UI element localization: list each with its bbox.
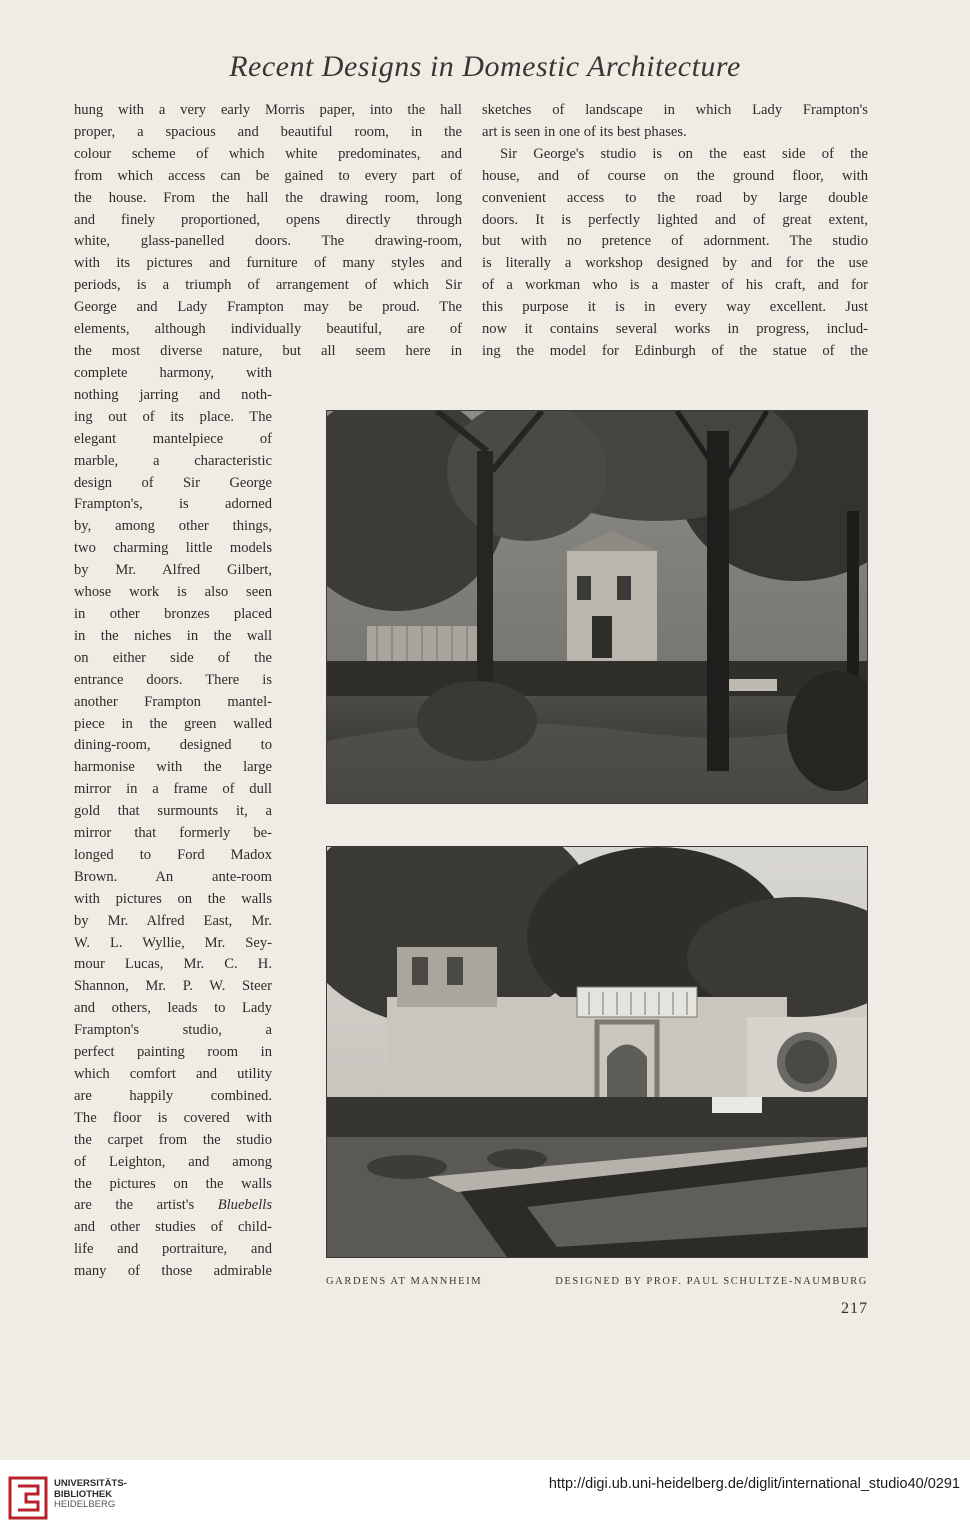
garden-photo-trees (326, 410, 868, 804)
text-line: of a workman who is a master of his craft, and for (482, 277, 868, 294)
caption-location: GARDENS AT MANNHEIM (326, 1276, 483, 1287)
text-line: nothing jarring and noth- (74, 386, 272, 403)
text-line: perfect painting room in (74, 1044, 272, 1061)
text-line: house, and of course on the ground floor, with (482, 167, 868, 184)
text-line: W. L. Wyllie, Mr. Sey- (74, 934, 272, 951)
text-line: elegant mantelpiece of (74, 430, 272, 447)
text-line: convenient access to the road by large double (482, 189, 868, 206)
text-line: complete harmony, with (74, 365, 272, 381)
text-line: this purpose it is in every way excellent. Just (482, 299, 868, 316)
text-line: Sir George's studio is on the east side of the (500, 145, 868, 162)
text-line: sketches of landscape in which Lady Frampton's (482, 102, 868, 118)
text-line: two charming little models (74, 540, 272, 557)
library-name (54, 1479, 127, 1511)
text-line: with pictures on the walls (74, 890, 272, 907)
text-line: art is seen in one of its best phases. (482, 123, 687, 140)
text-line: another Frampton mantel- (74, 693, 272, 710)
text-line: and finely proportioned, opens directly through (74, 211, 462, 228)
text-line: George and Lady Frampton may be proud. The (74, 299, 462, 316)
text-line: harmonise with the large (74, 759, 272, 776)
caption-designer: DESIGNED BY PROF. PAUL SCHULTZE-NAUMBURG (555, 1276, 868, 1287)
text-line: doors. It is perfectly lighted and of great extent, (482, 211, 868, 228)
text-line: which comfort and utility (74, 1066, 272, 1082)
text-line: now it contains several works in progress, includ- (482, 321, 868, 338)
text-line: gold that surmounts it, a (74, 803, 272, 820)
text-line: in the niches in the wall (74, 627, 272, 644)
text-line: the carpet from the studio (74, 1131, 272, 1148)
library-footer (0, 1460, 970, 1534)
library-name-line1: UNIVERSITÄTS- (54, 1478, 127, 1489)
text-line: Shannon, Mr. P. W. Steer (74, 978, 272, 995)
library-name-line2: BIBLIOTHEK (54, 1488, 113, 1500)
text-line: design of Sir George (74, 474, 272, 491)
text-line: is literally a workshop designed by and for the use (482, 255, 868, 272)
text-line: mirror that formerly be- (74, 825, 272, 842)
text-line: with its pictures and furniture of many styles and (74, 255, 462, 272)
page-number: 217 (841, 1300, 868, 1317)
garden-pool-illustration (327, 847, 867, 1257)
text-line: white, glass-panelled doors. The drawing-room, (74, 233, 462, 250)
left-column-upper-text (74, 100, 462, 363)
text-line: Frampton's, is adorned (74, 496, 272, 513)
text-line: whose work is also seen (74, 584, 272, 601)
text-line: by, among other things, (74, 518, 272, 535)
text-line: in other bronzes placed (74, 605, 272, 622)
text-line: the most diverse nature, but all seem here in (74, 342, 462, 359)
text-line: the house. From the hall the drawing room, long (74, 189, 462, 206)
text-line: Brown. An ante-room (74, 868, 272, 885)
text-line: of Leighton, and among (74, 1153, 272, 1170)
text-line: mirror in a frame of dull (74, 781, 272, 798)
text-line: proper, a spacious and beautiful room, in the (74, 123, 462, 140)
garden-photo-pool (326, 846, 868, 1258)
text-line: periods, is a triumph of arrangement of which Sir (74, 277, 462, 294)
text-line: entrance doors. There is (74, 671, 272, 688)
left-column-narrow-text (74, 363, 272, 1283)
artwork-title: Bluebells (217, 1197, 272, 1214)
library-name-line3: HEIDELBERG (54, 1499, 116, 1510)
text-line: by Mr. Alfred Gilbert, (74, 562, 272, 579)
text-line: ing the model for Edinburgh of the statue of the (482, 342, 868, 359)
text-line: on either side of the (74, 649, 272, 666)
text-line: longed to Ford Madox (74, 846, 272, 863)
library-logo-icon (8, 1476, 48, 1520)
text-line: many of those admirable (74, 1263, 272, 1280)
text-line: The floor is covered with (74, 1109, 272, 1126)
text-line: are the artist's Bluebells (74, 1197, 272, 1214)
right-column-upper-text (482, 100, 868, 363)
text-line: Frampton's studio, a (74, 1022, 272, 1039)
text-line: hung with a very early Morris paper, into the hall (74, 102, 462, 118)
text-line: and other studies of child- (74, 1219, 272, 1236)
text-line: life and portraiture, and (74, 1241, 272, 1258)
running-head: Recent Designs in Domestic Architecture (229, 50, 741, 83)
text-line: from which access can be gained to every part of (74, 167, 462, 184)
text-line: ing out of its place. The (74, 408, 272, 425)
photo-caption (326, 1276, 868, 1287)
text-line: by Mr. Alfred East, Mr. (74, 912, 272, 929)
text-line: marble, a characteristic (74, 452, 272, 469)
text-line: are happily combined. (74, 1087, 272, 1104)
text-line: but with no pretence of adornment. The studio (482, 233, 868, 250)
text-line: colour scheme of which white predominates, and (74, 145, 462, 162)
text-line: piece in the green walled (74, 715, 272, 732)
text-line: the pictures on the walls (74, 1175, 272, 1192)
garden-trees-illustration (327, 411, 867, 803)
text-line: dining-room, designed to (74, 737, 272, 754)
text-line: and others, leads to Lady (74, 1000, 272, 1017)
text-line: mour Lucas, Mr. C. H. (74, 956, 272, 973)
text-line: elements, although individually beautiful, are of (74, 321, 462, 338)
source-url-link[interactable]: http://digi.ub.uni-heidelberg.de/diglit/international_studio40/0291 (548, 1476, 960, 1492)
